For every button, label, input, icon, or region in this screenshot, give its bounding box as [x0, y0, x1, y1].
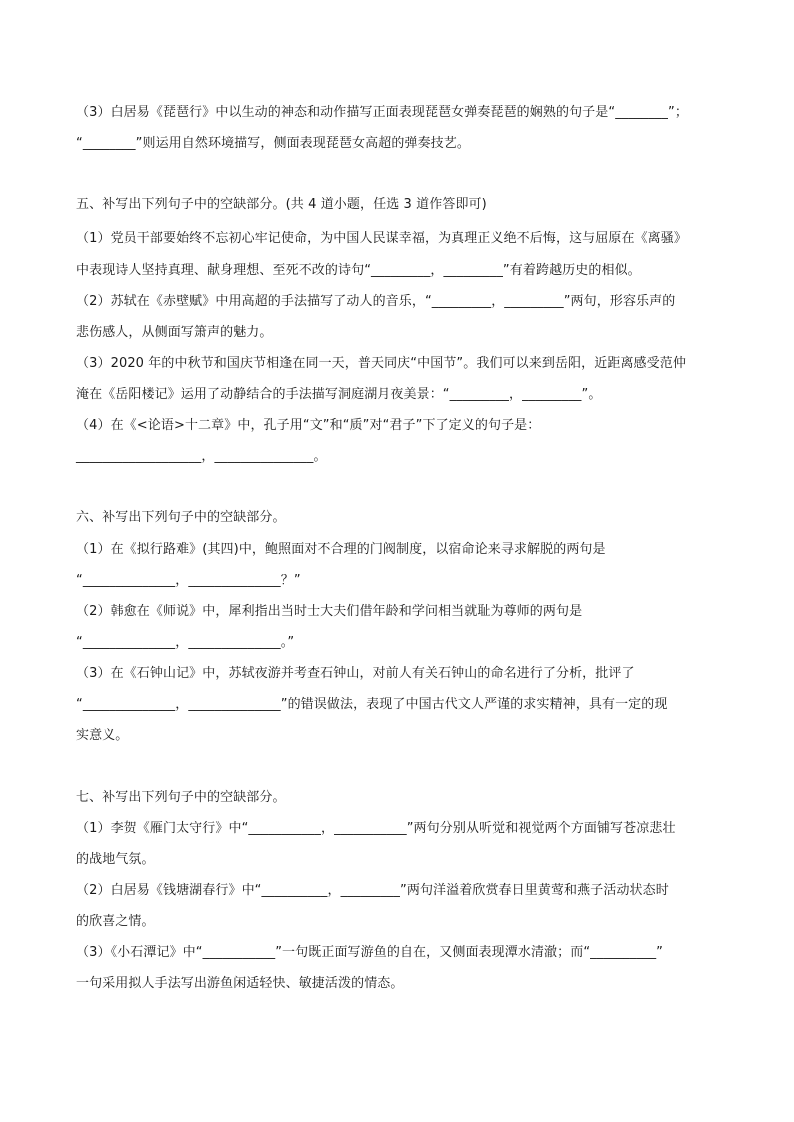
s7-q3-line1: （3）《小石潭记》中“___________”一句既正面写游鱼的自在，又侧面表现潭水清澈；而“__________” — [76, 945, 664, 960]
s5-q3-line1: （3）2020 年的中秋节和国庆节相逢在同一天，普天同庆“中国节”。我们可以来到岳阳，近距离感受范仲 — [76, 356, 686, 371]
s5-q1-line2: 中表现诗人坚持真理、献身理想、至死不改的诗句“_________，_________”有着跨越历史的相似。 — [76, 263, 641, 278]
s6-q1-line1: （1）在《拟行路难》(其四)中，鲍照面对不合理的门阀制度，以宿命论来寻求解脱的两句是 — [76, 542, 606, 557]
s4-q3-line2: “________”则运用自然环境描写，侧面表现琵琶女高超的弹奏技艺。 — [76, 136, 470, 151]
section5-heading: 五、补写出下列句子中的空缺部分。(共 4 道小题，任选 3 道作答即可) — [76, 197, 487, 212]
s7-q1-line2: 的战地气氛。 — [76, 852, 155, 867]
s4-q3-line1: （3）白居易《琵琶行》中以生动的神态和动作描写正面表现琵琶女弹奏琵琶的娴熟的句子是“________”； — [76, 105, 688, 120]
s6-q3-line3: 实意义。 — [76, 728, 129, 743]
s7-q3-line2: 一句采用拟人手法写出游鱼闲适轻快、敏捷活泼的情态。 — [76, 976, 404, 991]
s5-q4-line1: （4）在《<论语>十二章》中，孔子用“文”和“质”对“君子”下了定义的句子是： — [76, 418, 541, 433]
s5-q2-line1: （2）苏轼在《赤壁赋》中用高超的手法描写了动人的音乐，“_________，_________”两句，形容乐声的 — [76, 294, 676, 309]
s5-q4-line2: ___________________，_______________。 — [76, 449, 327, 464]
s7-q2-line1: （2）白居易《钱塘湖春行》中“__________，_________”两句洋溢着欣赏春日里黄莺和燕子活动状态时 — [76, 883, 669, 898]
s5-q1-line1: （1）党员干部要始终不忘初心牢记使命，为中国人民谋幸福，为真理正义绝不后悔，这与屈原在《离骚》 — [76, 231, 687, 246]
s6-q3-line2: “______________，______________”的错误做法，表现了中国古代文人严谨的求实精神，具有一定的现 — [76, 697, 668, 712]
s5-q2-line2: 悲伤感人，从侧面写箫声的魅力。 — [76, 325, 273, 340]
s6-q3-line1: （3）在《石钟山记》中，苏轼夜游并考查石钟山，对前人有关石钟山的命名进行了分析，批评了 — [76, 666, 635, 681]
section6-heading: 六、补写出下列句子中的空缺部分。 — [76, 510, 286, 525]
s7-q2-line2: 的欣喜之情。 — [76, 914, 155, 929]
s5-q3-line2: 淹在《岳阳楼记》运用了动静结合的手法描写洞庭湖月夜美景：“_________，_________”。 — [76, 387, 602, 402]
s6-q2-line2: “______________，______________。” — [76, 635, 295, 650]
s6-q2-line1: （2）韩愈在《师说》中，犀利指出当时士大夫们借年龄和学问相当就耻为尊师的两句是 — [76, 604, 583, 619]
section7-heading: 七、补写出下列句子中的空缺部分。 — [76, 790, 286, 805]
s6-q1-line2: “______________，______________？” — [76, 573, 301, 588]
s7-q1-line1: （1）李贺《雁门太守行》中“___________，___________”两句分别从听觉和视觉两个方面铺写苍凉悲壮 — [76, 821, 676, 836]
